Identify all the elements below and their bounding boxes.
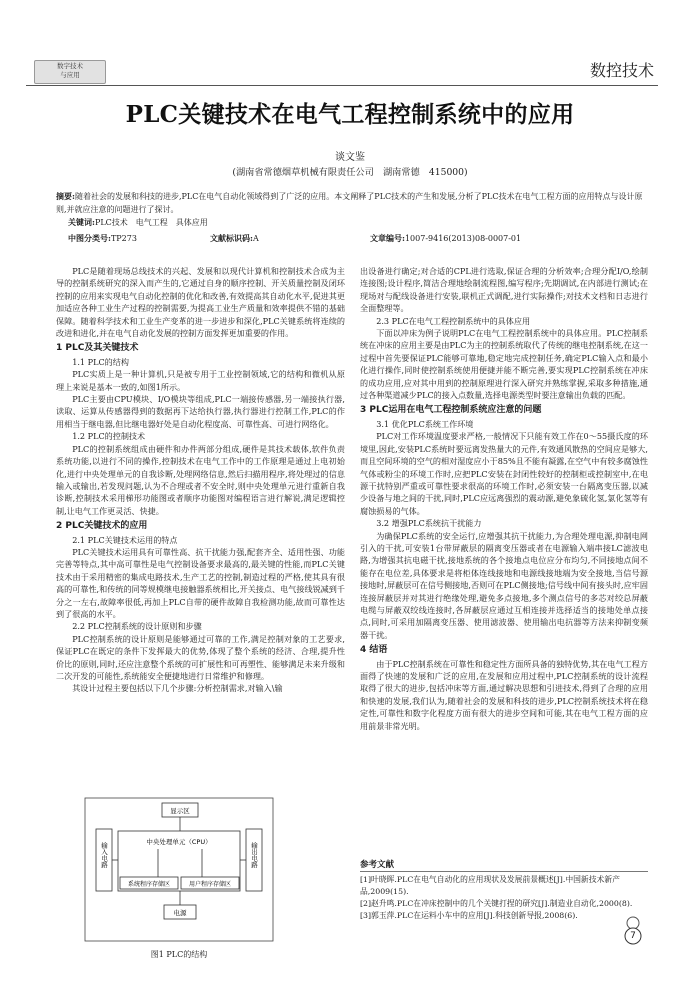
section-1-1-heading: 1.1 PLC的结构 <box>72 356 129 367</box>
section-1-1-paragraph-2: PLC主要由CPU模块、I/O模块等组成,PLC一端接传感器,另一端接执行器,读取、运算从传感器得到的数据再下达给执行器,执行器进行控制工作,PLC的作用相当于继电器,但比继电器好处是自动化程度高、可靠性高、可进行网络化。 <box>56 394 345 429</box>
section-2-2-paragraph-2: 其设计过程主要包括以下几个步骤:分析控制需求,对输入\输 <box>72 683 283 694</box>
section-4-paragraph: 由于PLC控制系统在可靠性和稳定性方面所具备的独特优势,其在电气工程方面得了快速的发展和广泛的应用,在发展和应用过程中,PLC控制系统的设计流程取得了很大的进步,包括冲床等方面,通过解决思想和引进技术,得到了合理的应用和快速的发展,我们认为,随着社会的发展和科技的进步,PLC控制系统技术将在稳定性,可靠性和数字化程度方面有很大的进步空间和可能,其在电气工程方面的应用前景非常光明。 <box>360 658 648 731</box>
output-circuit-label: 输出电路 <box>250 842 258 868</box>
keywords <box>68 217 208 228</box>
section-3-1-heading: 3.1 优化PLC系统工作环境 <box>376 418 474 429</box>
clc-number <box>68 233 137 244</box>
section-1-2-paragraph: PLC的控制系统组成由硬件和办件两部分组成,硬件是其技术载体,软件负责系统功能,以进行不同的操作,控制技术在电气工作中的工作原理是通过上电初始化,进行中央处理单元的自我诊断,处理网络信息,然后扫描用程序,将处理过的信息输入或输出,若发现问题,认为不合理或者不安全时,则中央处理单元进行重新自我诊断,控制技术采用梯形功能图或者顺序功能图对编程语言进行解说,满足逻辑控制,让电气工作更灵活、快捷。 <box>56 443 345 516</box>
doc-code-value: A <box>252 234 259 243</box>
references-list <box>360 874 648 922</box>
section-3-1-paragraph: PLC对工作环境温度要求严格,一般情况下只能有效工作在0～55摄氏度的环境里,因此,安装PLC系统时要远离发热量大的元件,有效通风散热的空间应是够大,而且空间环境的空气的相对湿度应小于85%且不能有凝露,在空气中有较多腐蚀性气体或粉尘的环境工作时,应把PLC安装在封闭性较好的控制柜或控制室中,在电源干扰特别严重或可靠性要求很高的环境工作时,必须安装一台隔离变压器,以减少设备与地之间的干扰,同时,PLC应远离强烈的震动源,避免象硫化氢,氯化氢等有腐蚀损易的气体。 <box>360 431 648 516</box>
figure-caption: 图1 PLC的结构 <box>150 950 208 959</box>
section-1-2-heading: 1.2 PLC的控制技术 <box>72 431 146 442</box>
article-affiliation: (湖南省常德烟草机械有限责任公司 湖南常德 415000) <box>232 167 468 178</box>
power-label: 电源 <box>173 909 187 917</box>
reference-item: [3]郭玉萍.PLC在运料小车中的应用[J].科技创新导报,2008(6). <box>360 911 578 920</box>
document-code <box>210 233 259 244</box>
section-2-1-paragraph: PLC关键技术运用具有可靠性高、抗干扰能力强,配套齐全、适用性强、功能完善等特点,其中高可靠性是电气控制设备要求最高的,最关键的性能,而PLC关键技术由于采用精密的集成电路技术,生产工艺的控制,制造过程的严格,使其具有很高的可靠性,和传统的同等规模继电接触器系统相比,开关接点、电气接线锐减到千分之一左右,故障率很低,再加上PLC自带的硬件故障自我检测功能,故而可靠性达到了很高的水平。 <box>56 546 345 619</box>
badge-emblem-icon <box>627 917 639 929</box>
section-3-2-heading: 3.2 增强PLC系统抗干扰能力 <box>376 518 482 529</box>
section-2-2-heading: 2.2 PLC控制系统的设计原则和步骤 <box>72 621 202 632</box>
clc-value: TP273 <box>110 234 137 243</box>
keywords-label: 关键词: <box>68 217 95 227</box>
input-circuit-label: 输入电路 <box>100 842 108 868</box>
keywords-text: PLC技术 电气工程 具体应用 <box>94 218 208 227</box>
reference-item: [2]赵升鸣.PLC在冲床控制中的几个关键打捏的研究[J].制造业自动化,2000(8). <box>360 899 633 908</box>
article-number <box>370 233 521 244</box>
journal-logo-line1: 数字技术 <box>57 62 83 70</box>
intro-paragraph: PLC是随着现场总线技术的兴起、发展和以现代计算机和控制技术合成为主导的控制系统研究的深入而产生的,它通过自身的顺序控制、开关质量控制及闭环控制的应用来实现电气自动化控制的优化和改善,有效提高其自动化水平,促进其更加适应各种工业生产过程的控制需要,为提高工业生产质量和效率提供不错的基础保障。随着科学技术和工业生产变革的进一步进步和深化,PLC关键系统将连续的改进和进化,并在电气自动化发展的控制方面发挥更加重要的作用。 <box>56 266 345 339</box>
clc-label: 中图分类号: <box>68 233 111 243</box>
page-number: 7 <box>630 931 636 941</box>
abstract <box>56 190 652 216</box>
section-2-3-paragraph: 下面以冲床为例子说明PLC在电气工程控制系统中的具体应用。PLC控制系统在冲床的应用主要是由PLC为主的控制系统取代了传统的继电控制系统,在这一过程中首先要保证PLC能够可靠地,稳定地完成控制任务,确定PLC输入点和最小化进行操作,同时使控制系统使用便捷并能不断完善,要实现PLC控制系统在冲床的成功应用,应对其中用到的控制原理进行深入研究并熟练掌握,采取多种措施,通过各种渠道减少PLC的接入点数量,选择电源类型时要注意输出负载的匹配。 <box>360 328 648 401</box>
user-memory-label: 用户程序存储区 <box>188 881 232 888</box>
display-box-label: 显示区 <box>170 807 190 815</box>
section-3-2-paragraph: 为确保PLC系统的安全运行,应增强其抗干扰能力,为合理处理电源,抑制电网引入的干扰,可安装1台带屏蔽层的隔离变压器或者在电源输入端串接LC滤波电路,为增强其抗电磁干扰,接地系统的各个接地点电位应分布均匀,不同接地点间不能存在电位差,具体要求是将柜体连线接地和电源线接地端为安全接地,当信号源接地时,屏蔽层可在信号侧接地,否则可在PLC侧接地;信号线中间有接头时,应牢固连接屏蔽层并对其进行绝缘处理,避免多点接地,多个测点信号的多芯对绞总屏蔽电缆与屏蔽双绞线连接时,各屏蔽层应通过互相连接并选择适当的接地处单点接点,同时,可采用加隔离变压器、使用滤波器、使用输出电抗器等方法来抑制变频器干扰。 <box>360 530 648 640</box>
article-no-label: 文章编号: <box>370 233 405 243</box>
continued-paragraph: 出设备进行确定;对合适的CPL进行选取,保证合理的分析效率;合理分配I/O,绘制连接图;设计程序,简洁合理地绘制流程图,编写程序;先期调试,在内部进行测试;在现场对与配线设备进行安装,联机正式调配,进行实际操作;对技术文档和日志进行全面整理等。 <box>360 266 648 314</box>
section-2-1-heading: 2.1 PLC关键技术运用的特点 <box>72 534 178 545</box>
section-2-2-paragraph: PLC控制系统的设计原则是能够通过可靠的工作,满足控制对象的工艺要求,保证PLC在既定的条件下发挥最大的优势,体现了整个系统的经济、合理,提升性价比的原则,同时,还应注意整个系统的可扩展性和可再塑性、能够满足未来升级和二次开发的可能性,系统能安全便捷地进行日常维护和修理。 <box>56 633 345 681</box>
header-rule <box>26 85 658 86</box>
article-author: 谈文鉴 <box>335 152 365 163</box>
reference-item: [1]叶晓晖.PLC在电气自动化的应用现状及发展前景概述[J].中国新技术新产品,2009(15). <box>360 875 620 896</box>
section-title: 数控技术 <box>589 61 654 80</box>
section-4-heading: 4 结语 <box>360 645 388 656</box>
journal-logo-line2: 与应用 <box>60 71 80 79</box>
journal-logo <box>34 60 106 84</box>
section-2-heading: 2 PLC关键技术的应用 <box>56 521 148 532</box>
article-title: PLC关键技术在电气工程控制系统中的应用 <box>125 101 575 128</box>
left-column <box>56 265 345 695</box>
plc-structure-diagram <box>84 797 274 942</box>
references-rule <box>360 871 648 872</box>
references-heading: 参考文献 <box>360 860 395 870</box>
right-column <box>360 265 648 732</box>
doc-code-label: 文献标识码: <box>210 233 253 243</box>
article-no-value: 1007-9416(2013)08-0007-01 <box>404 234 522 243</box>
section-1-heading: 1 PLC及其关键技术 <box>56 343 139 354</box>
abstract-text: 随着社会的发展和科技的进步,PLC在电气自动化领域得到了广泛的应用。本文阐释了PLC技术的产生和发展,分析了PLC技术在电气工程方面的应用特点与设计原则,并就应注意的问题进行了探讨。 <box>56 192 643 214</box>
cpu-label: 中央处理单元（CPU） <box>146 838 212 846</box>
section-2-3-heading: 2.3 PLC在电气工程控制系统中的具体应用 <box>376 315 531 326</box>
system-memory-label: 系统程序存储区 <box>127 881 171 888</box>
abstract-label: 摘要: <box>56 191 75 201</box>
section-3-heading: 3 PLC运用在电气工程控制系统应注意的问题 <box>360 405 542 416</box>
section-1-1-paragraph: PLC实质上是一种计算机,只是被专用于工业控制领域,它的结构和微机从原理上来说是基本一致的,如图1所示。 <box>56 369 345 392</box>
